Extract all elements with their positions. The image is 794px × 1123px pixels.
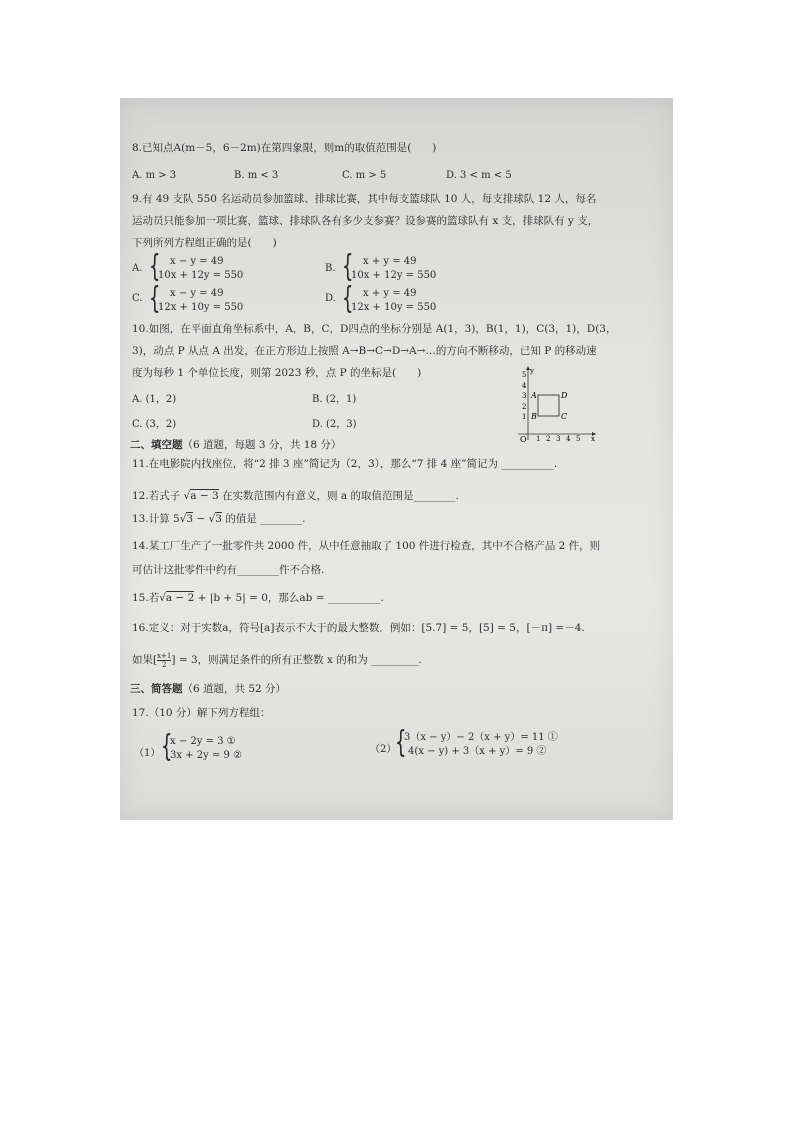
question-17-part-1-label: （1） (134, 748, 161, 759)
question-12-pre: 12.若式子 (132, 490, 184, 502)
fraction-denominator: 2 (162, 660, 167, 669)
equation: 3（x − y）− 2（x + y）= 11 ① (404, 732, 558, 743)
brace-icon: { (149, 281, 161, 316)
question-10-option-b: B. (2，1) (312, 394, 357, 405)
question-11: 11.在电影院内找座位，将“2 排 3 座”简记为（2，3），那么“7 排 4 座”简记为 __________. (132, 458, 558, 470)
question-9-option-a-system (149, 249, 244, 284)
fraction (157, 652, 171, 669)
question-14-line-2: 可估计这批零件中约有________件不合格. (132, 564, 325, 576)
question-12-radicand: a − 3 (190, 490, 219, 502)
question-8-option-a: A. m > 3 (132, 170, 177, 181)
question-12-post: 在实数范围内有意义，则 a 的取值范围是________. (218, 490, 459, 502)
question-15 (132, 591, 384, 605)
y-tick-label: 5 (522, 371, 527, 379)
question-9-option-c-system (149, 281, 244, 316)
question-10-line-1: 10.如图，在平面直角坐标系中，A，B，C，D四点的坐标分别是 A(1，3)，B(1，1)，C(3，1)，D(3， (132, 323, 617, 335)
y-axis-label: y (530, 367, 534, 375)
question-15-radicand: a − 2 (165, 592, 195, 604)
coordinate-figure (508, 364, 598, 442)
question-13-radicand-2: 3 (215, 513, 222, 525)
sqrt-symbol: √ (159, 592, 166, 604)
x-axis-label: x (591, 435, 595, 442)
exam-paper-photo (120, 98, 673, 820)
sqrt-symbol: √ (183, 490, 191, 502)
brace-icon: { (149, 249, 161, 284)
equation: x − y = 49 (170, 256, 224, 267)
question-15-pre: 15.若 (132, 592, 160, 604)
point-b-label: B (531, 412, 537, 421)
question-9-option-d-label: D. (325, 293, 336, 304)
x-tick-label: 1 (536, 435, 541, 442)
y-tick-label: 2 (522, 403, 527, 411)
brace-icon: { (342, 281, 354, 316)
section-3-heading (130, 682, 286, 696)
question-17-part-2-label: （2） (370, 744, 397, 755)
question-9-line-3: 下列所列方程组正确的是( ) (132, 237, 277, 249)
question-16-line-1: 16.定义：对于实数a，符号[a]表示不大于的最大整数．例如：[5.7] = 5，[5] = 5，[－π] =－4. (132, 622, 585, 634)
origin-label: O (520, 435, 527, 442)
equation: 12x + 10y = 550 (158, 302, 244, 313)
section-3-title: 三、简答题 (130, 683, 183, 695)
section-2-note: （6 道题，每题 3 分，共 18 分） (182, 439, 342, 451)
square-abcd (538, 395, 559, 416)
equation: 10x + 12y = 550 (158, 270, 244, 281)
question-16-post: ] = 3，则满足条件的所有正整数 x 的和为 _________. (171, 654, 422, 666)
equation: 10x + 12y = 550 (351, 270, 437, 281)
equation: 3x + 2y = 9 ② (170, 750, 242, 761)
question-8-option-d: D. 3 < m < 5 (446, 170, 512, 181)
section-3-note: （6 道题，共 52 分） (182, 683, 287, 695)
question-8-stem: 8.已知点A(m－5，6－2m)在第四象限，则m的取值范围是( ) (132, 142, 437, 154)
equation: x + y = 49 (363, 288, 417, 299)
equation: 4(x − y) + 3（x + y）= 9 ② (408, 746, 547, 757)
equation: x + y = 49 (363, 256, 417, 267)
question-8-option-c: C. m > 5 (342, 170, 387, 181)
y-tick-label: 3 (522, 392, 527, 400)
question-13-radicand-1: 3 (186, 513, 194, 525)
question-9-option-a-label: A. (132, 263, 143, 274)
question-8-option-b: B. m < 3 (234, 170, 279, 181)
question-17-part-2-system (395, 725, 558, 760)
question-12 (132, 489, 459, 503)
section-2-heading (130, 438, 341, 452)
question-10-line-3: 度为每秒 1 个单位长度，则第 2023 秒，点 P 的坐标是( ) (132, 367, 422, 379)
x-tick-label: 5 (576, 435, 581, 442)
sqrt-symbol: √ (208, 513, 216, 525)
equation: 12x + 10y = 550 (351, 302, 437, 313)
question-10-line-2: 3)，动点 P 从点 A 出发，在正方形边上按照 A→B→C→D→A→…的方向不断移动，已知 P 的移动速 (132, 345, 597, 357)
question-15-post: + |b + 5| = 0，那么ab = __________. (194, 592, 384, 604)
question-17-part-1-system (161, 729, 242, 764)
question-13-post: 的值是 ________. (221, 513, 306, 525)
question-10-option-a: A. (1，2) (132, 394, 177, 405)
brace-icon: { (395, 725, 407, 760)
question-14-line-1: 14.某工厂生产了一批零件共 2000 件，从中任意抽取了 100 件进行检查，其中不合格产品 2 件，则 (132, 540, 601, 552)
x-tick-label: 2 (546, 435, 551, 442)
point-c-label: C (561, 412, 568, 421)
question-9-option-c-label: C. (132, 293, 143, 304)
x-tick-label: 3 (556, 435, 561, 442)
question-13-mid: − (193, 513, 209, 525)
section-2-title: 二、填空题 (130, 439, 183, 451)
question-9-option-b-label: B. (325, 263, 336, 274)
point-d-label: D (561, 391, 568, 400)
equation: x − y = 49 (170, 288, 224, 299)
y-tick-label: 4 (522, 382, 527, 390)
question-9-line-1: 9.有 49 支队 550 名运动员参加篮球、排球比赛，其中每支篮球队 10 人，每支排球队 12 人，每名 (132, 193, 597, 205)
question-17-stem: 17.（10 分）解下列方程组： (132, 707, 271, 719)
y-tick-label: 1 (522, 413, 527, 421)
question-9-option-b-system (342, 249, 437, 284)
question-16-pre: 如果[ (132, 654, 158, 666)
question-13 (132, 512, 306, 526)
brace-icon: { (161, 729, 173, 764)
question-16-line-2 (132, 650, 422, 670)
question-9-option-d-system (342, 281, 437, 316)
equation: x − 2y = 3 ① (170, 736, 236, 747)
question-10-option-d: D. (2，3) (312, 419, 357, 430)
x-tick-label: 4 (566, 435, 571, 442)
question-13-pre: 13.计算 5 (132, 513, 180, 525)
fraction-numerator: x+1 (157, 651, 172, 660)
sqrt-symbol: √ (179, 513, 187, 525)
question-10-option-c: C. (3，2) (132, 419, 177, 430)
point-a-label: A (531, 391, 537, 400)
brace-icon: { (342, 249, 354, 284)
question-9-line-2: 运动员只能参加一项比赛，篮球、排球队各有多少支参赛？设参赛的篮球队有 x 支，排球队有 y 支， (132, 215, 599, 227)
